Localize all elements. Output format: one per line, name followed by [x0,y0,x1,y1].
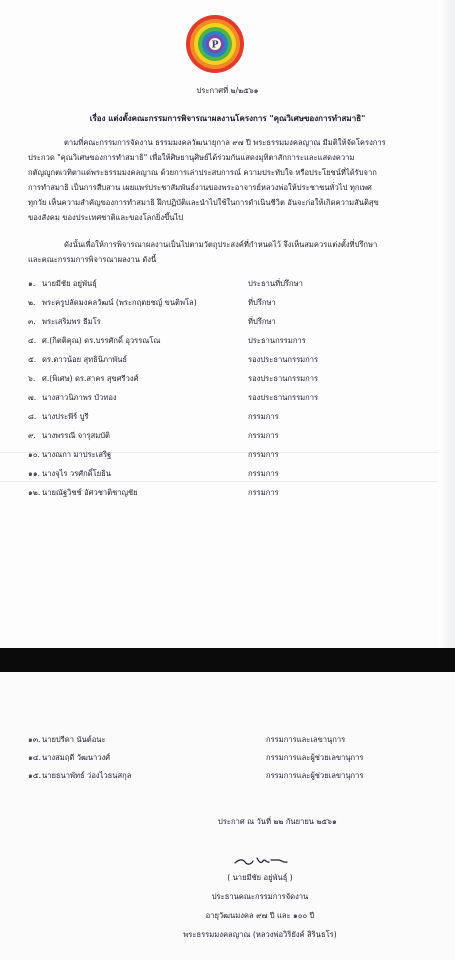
announcement-date: ประกาศ ณ วันที่ ๒๒ กันยายน ๒๕๖๑ [218,817,337,826]
fold-line [0,481,455,482]
intro-line: ประกวด "คุณวิเศษของการทำสมาธิ" เพื่อให้ศิษยานุศิษย์ได้ร่วมกันแสดงมุทิตาสักการะและแสดงความ [28,153,355,162]
committee-number: ๖. [28,374,36,383]
committee-row [28,770,438,782]
signer-title: อายุวัฒนมงคล ๙๗ ปี และ ๑๐๐ ปี [205,911,315,920]
committee-role: กรรมการ [248,488,279,497]
committee-role: กรรมการ [248,450,279,459]
committee-row [28,354,428,366]
signer-title: ประธานคณะกรรมการจัดงาน [211,892,309,901]
committee-number: ๑๐. [28,450,40,459]
committee-role: กรรมการ [248,469,279,478]
committee-number: ๑๕. [28,771,41,780]
committee-number: ๑๒. [28,488,41,497]
black-separator-band [0,648,455,672]
committee-role: กรรมการและผู้ช่วยเลขานุการ [266,753,364,762]
svg-text:P: P [211,40,219,51]
appointment-line: ดังนั้นเพื่อให้การพิจารณาผลงานเป็นไปตามวัตถุประสงค์ที่กำหนดไว้ จึงเห็นสมควรแต่งตั้งที่ปรึกษา [64,240,378,249]
committee-name: นายธนาพัทธ์ ว่องไวธนสกุล [42,771,132,780]
committee-role: กรรมการและผู้ช่วยเลขานุการ [266,771,364,780]
committee-name: นางณกา มาประเสริฐ [42,450,112,459]
committee-role: รองประธานกรรมการ [248,374,319,383]
committee-number: ๑. [28,279,36,288]
committee-row [28,734,438,746]
committee-number: ๒. [28,298,36,307]
intro-line: การทำสมาธิ เป็นการสืบสาน เผยแพร่ประชาสัมพันธ์งานของพระอาจารย์หลวงพ่อให้ประชาชนทั่วไป ทุกเพศ [28,183,372,192]
committee-number: ๕. [28,355,37,364]
committee-number: ๓. [28,317,36,326]
committee-name: นางสมฤดี วัฒนาวงศ์ [42,753,111,762]
committee-name: นายมีชัย อยู่พันธุ์ [42,279,97,288]
committee-role: ประธานที่ปรึกษา [248,279,303,288]
committee-role: ประธานกรรมการ [248,336,306,345]
committee-name: พระครูปลัดมงคลวัฒน์ (พระกฤตยชญ์ ขนติพโล) [42,298,197,307]
committee-name: ศ.(กิตติคุณ) ดร.บรรศักดิ์ อุวรรณโณ [42,336,161,345]
intro-line: ของสังคม ของประเทศชาติและของโลกยิ่งขึ้นไป [28,213,184,222]
committee-number: ๗. [28,393,37,402]
document-subject: เรื่อง แต่งตั้งคณะกรรมการพิจารณาผลงานโครงการ "คุณวิเศษของการทำสมาธิ" [89,114,366,123]
committee-row [28,392,428,404]
committee-role: ที่ปรึกษา [248,298,276,307]
committee-number: ๑๔. [28,753,41,762]
intro-line: ตามที่คณะกรรมการจัดงาน ธรรมมงคลวัฒนายุกาล ๙๗ ปี พระธรรมมงคลญาณ มีมติให้จัดโครงการ [64,138,386,147]
committee-row [28,449,428,461]
committee-name: ศ.(พิเศษ) ดร.สาคร สุขศรีวงศ์ [42,374,139,383]
committee-row [28,468,428,480]
committee-name: ดร.ดาวน้อย สุทธินิภาพันธ์ [42,355,128,364]
committee-role: กรรมการและเลขานุการ [266,735,346,744]
committee-role: ที่ปรึกษา [248,317,276,326]
committee-number: ๑๓. [28,735,41,744]
committee-role: กรรมการ [248,412,279,421]
committee-name: นางพรรณี จารุสมบัติ [42,431,110,440]
committee-number: ๙. [28,431,36,440]
committee-role: รองประธานกรรมการ [248,355,319,364]
committee-row [28,335,428,347]
committee-role: กรรมการ [248,431,279,440]
committee-number: ๘. [28,412,37,421]
committee-row [28,411,428,423]
committee-row [28,430,428,442]
committee-row [28,316,428,328]
committee-name: นายณัฐวิชช์ อัศวชาติชาญชัย [42,488,138,497]
committee-name: นายปรีดา นันต์อนะ [42,735,106,744]
committee-row [28,278,428,290]
committee-row [28,487,428,499]
signer-name: ( นายมีชัย อยู่พันธุ์ ) [227,873,293,882]
committee-name: นางสาวนิภาพร บัวทอง [42,393,117,402]
committee-row [28,373,428,385]
committee-name: นางประพีร์ บูรี [42,412,89,421]
committee-number: ๑๑. [28,469,41,478]
appointment-line: และคณะกรรมการพิจารณาผลงาน ดังนี้ [28,255,157,264]
committee-number: ๔. [28,336,37,345]
handwritten-signature-icon [233,854,293,868]
committee-name: พระเสริมพร ธีมโร [42,317,101,326]
intro-line: ทุกวัย เห็นความสำคัญของการทำสมาธิ ฝึกปฏิบัติและนำไปใช้ในการดำเนินชีวิต อันจะก่อให้เกิดความสันติสุข [28,198,379,207]
committee-row [28,752,438,764]
committee-role: รองประธานกรรมการ [248,393,319,402]
signer-title: พระธรรมมงคลญาณ (หลวงพ่อวิริยังค์ สิรินธโร) [183,930,337,939]
committee-row [28,297,428,309]
sheet-edge-shadow [438,0,455,648]
rainbow-seal-logo-icon [185,14,245,74]
announcement-number: ประกาศที่ ๒/๒๕๖๑ [196,86,259,95]
committee-name: นางจุไร วรศักดิ์โยธิน [42,469,111,478]
intro-line: กตัญญูกตเวทิตาแด่พระธรรมมงคลญาณ ด้วยการเล่าประสบการณ์ ความประทับใจ หรือประโยชน์ที่ได้รับจาก [28,168,377,177]
